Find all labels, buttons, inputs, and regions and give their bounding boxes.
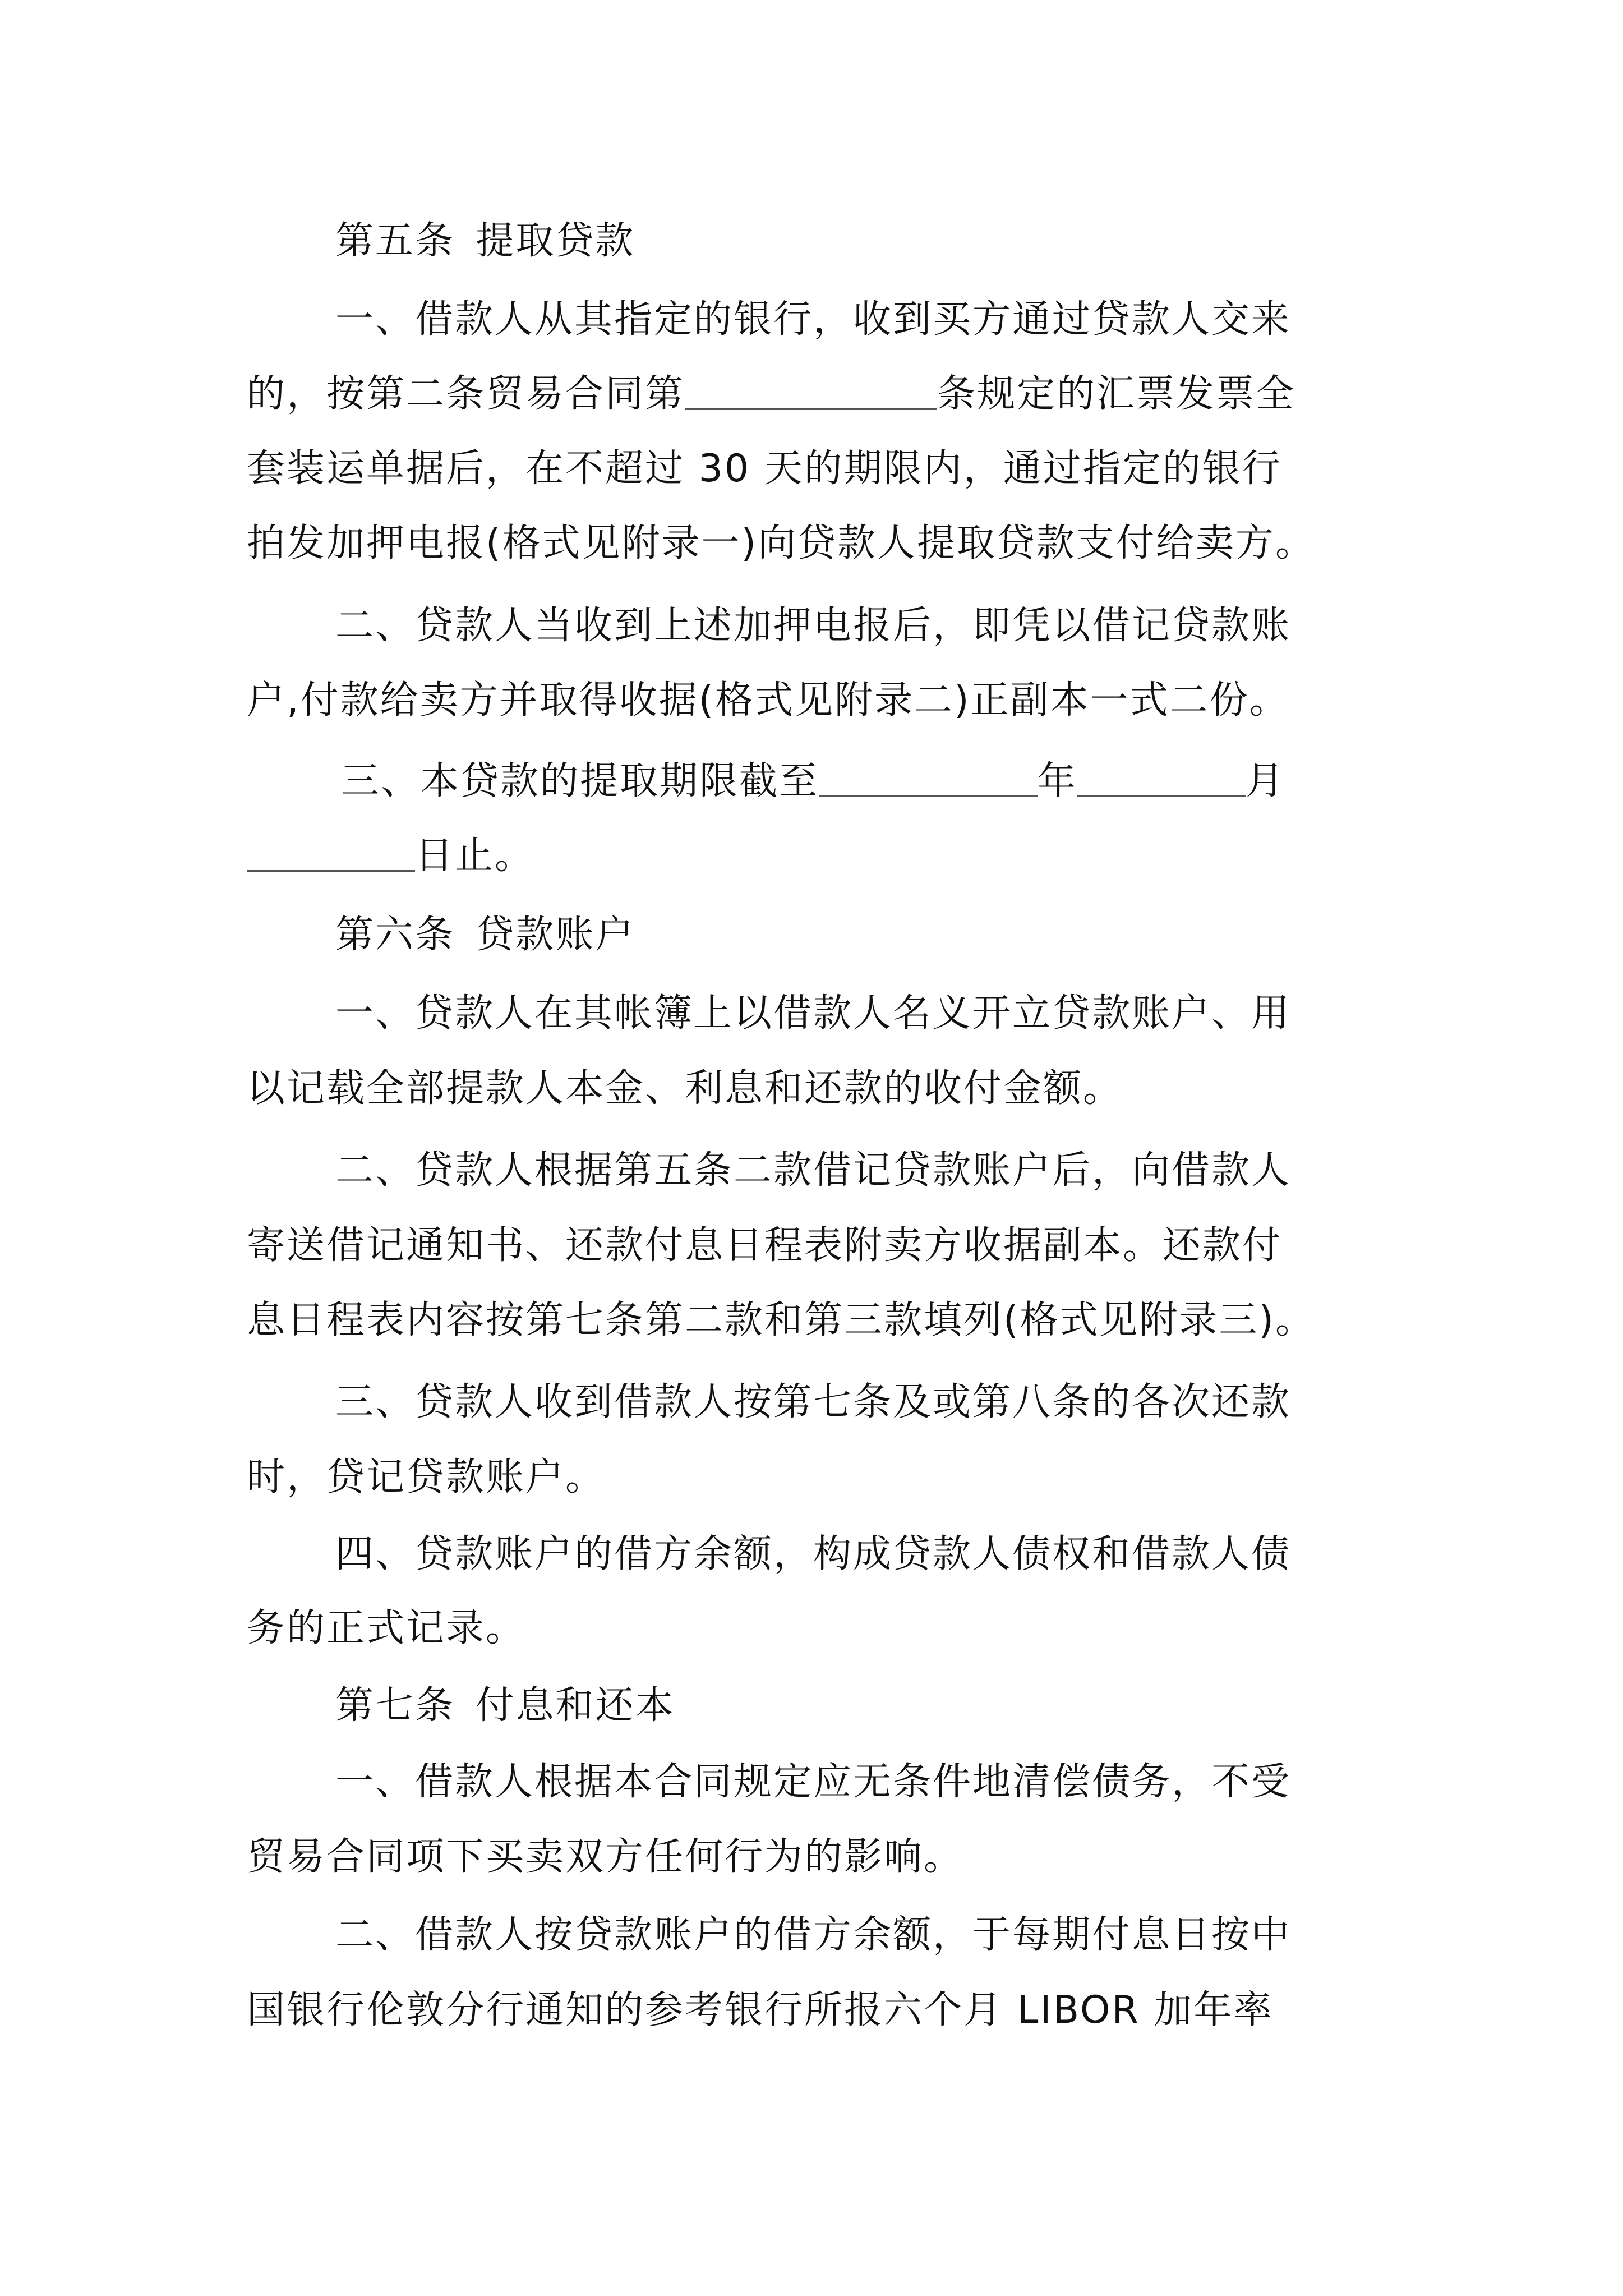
paragraph-line: 二、贷款人当收到上述加押电报后，即凭以借记贷款账 — [335, 604, 1292, 648]
paragraph-line: 二、贷款人根据第五条二款借记贷款账户后，向借款人 — [335, 1148, 1292, 1193]
paragraph-line: 一、贷款人在其帐簿上以借款人名义开立贷款账户、用 — [335, 991, 1292, 1036]
paragraph-line: 贸易合同项下买卖双方任何行为的影响。 — [247, 1835, 964, 1879]
paragraph-line: 务的正式记录。 — [247, 1606, 526, 1650]
paragraph-line: 一、借款人根据本合同规定应无条件地清偿债务，不受 — [335, 1760, 1292, 1804]
paragraph-text: 三、本贷款的提取期限截至 — [341, 759, 819, 803]
paragraph-line: 三、贷款人收到借款人按第七条及或第八条的各次还款 — [335, 1380, 1292, 1424]
paragraph-line: 拍发加押电报(格式见附录一)向贷款人提取贷款支付给卖方。 — [247, 521, 1316, 565]
paragraph-line: 寄送借记通知书、还款付息日程表附卖方收据副本。还款付 — [247, 1223, 1283, 1268]
paragraph-line: 一、借款人从其指定的银行，收到买方通过贷款人交来 — [335, 297, 1292, 342]
article-7-number: 第七条 — [335, 1683, 455, 1728]
blank-year — [819, 756, 1038, 797]
paragraph-line: 以记载全部提款人本金、利息和还款的收付金额。 — [247, 1066, 1123, 1111]
paragraph-line — [341, 753, 1285, 809]
article-7-title: 付息和还本 — [476, 1683, 675, 1728]
paragraph-line: 时，贷记贷款账户。 — [247, 1455, 606, 1499]
paragraph-line: 国银行伦敦分行通知的参考银行所报六个月 LIBOR 加年率 — [247, 1988, 1274, 2032]
paragraph-line: 四、贷款账户的借方余额，构成贷款人债权和借款人债 — [335, 1532, 1292, 1576]
article-5-title: 提取贷款 — [476, 219, 635, 263]
paragraph-line: 二、借款人按贷款账户的借方余额，于每期付息日按中 — [335, 1913, 1292, 1957]
blank-day — [247, 831, 415, 872]
paragraph-line: 户,付款给卖方并取得收据(格式见附录二)正副本一式二份。 — [247, 678, 1289, 723]
paragraph-line: 息日程表内容按第七条第二款和第三款填列(格式见附录三)。 — [247, 1298, 1316, 1342]
blank-article-number — [685, 369, 937, 410]
paragraph-text: 月 — [1246, 759, 1286, 803]
article-6-heading — [335, 907, 635, 963]
paragraph-line — [247, 828, 534, 884]
paragraph-line — [247, 366, 1295, 422]
article-6-title: 贷款账户 — [476, 913, 635, 957]
paragraph-text: 条规定的汇票发票全 — [937, 372, 1296, 416]
article-5-number: 第五条 — [335, 219, 455, 263]
paragraph-text: 年 — [1038, 759, 1078, 803]
article-7-heading — [335, 1678, 675, 1734]
paragraph-line: 套装运单据后，在不超过 30 天的期限内，通过指定的银行 — [247, 447, 1282, 491]
paragraph-text: 的，按第二条贸易合同第 — [247, 372, 685, 416]
article-6-number: 第六条 — [335, 913, 455, 957]
paragraph-text: 日止。 — [415, 834, 535, 878]
article-5-heading — [335, 213, 635, 269]
blank-month — [1077, 756, 1246, 797]
